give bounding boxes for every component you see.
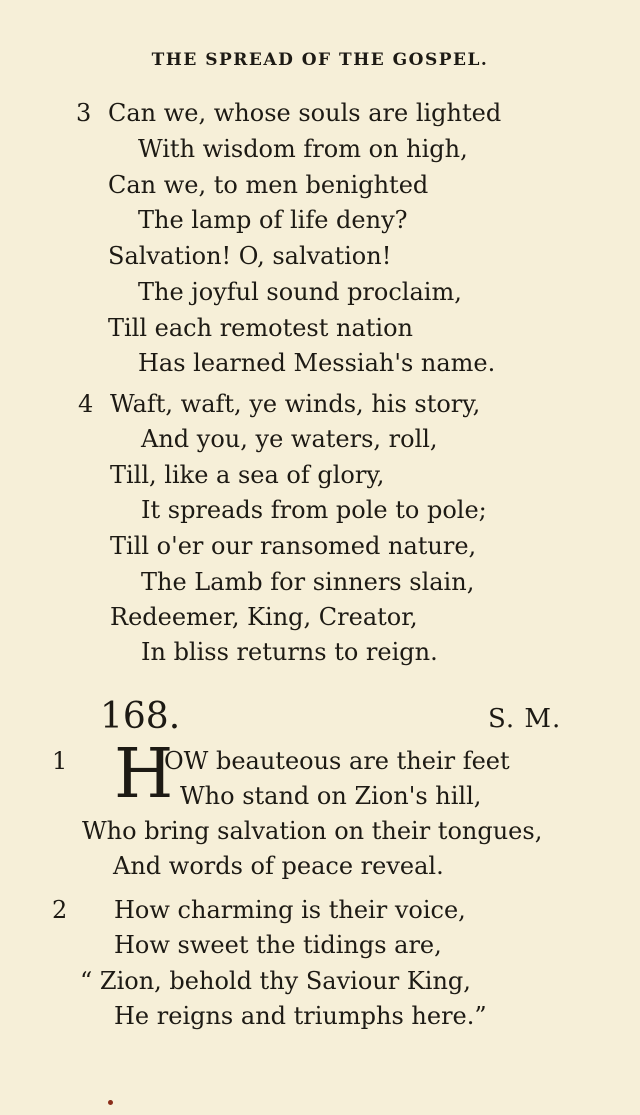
verse-line: And you, ye waters, roll, — [141, 425, 438, 453]
verse-line: Till, like a sea of glory, — [110, 461, 385, 489]
stanza-number: 1 — [52, 747, 68, 775]
verse-line: Can we, to men benighted — [108, 171, 429, 199]
verse-line: The lamp of life deny? — [138, 206, 408, 234]
verse-line: OW beauteous are their feet — [164, 747, 510, 775]
verse-line: It spreads from pole to pole; — [141, 496, 487, 524]
stanza-number: 4 — [78, 390, 94, 418]
verse-line: He reigns and triumphs here.” — [114, 1002, 487, 1030]
verse-line: “ Zion, behold thy Saviour King, — [80, 967, 471, 995]
verse-line: And words of peace reveal. — [113, 852, 444, 880]
verse-line: How charming is their voice, — [114, 896, 466, 924]
drop-cap: H — [114, 735, 174, 814]
stanza-number: 2 — [52, 896, 68, 924]
verse-line: The joyful sound proclaim, — [138, 278, 462, 306]
ink-speck — [108, 1100, 113, 1105]
verse-line: In bliss returns to reign. — [141, 638, 438, 666]
verse-line: Till o'er our ransomed nature, — [110, 532, 477, 560]
hymn-number: 168. — [100, 696, 181, 737]
verse-line: With wisdom from on high, — [138, 135, 468, 163]
verse-line: Till each remotest nation — [108, 314, 414, 342]
verse-line: Can we, whose souls are lighted — [108, 99, 502, 127]
verse-line: Has learned Messiah's name. — [138, 349, 496, 377]
verse-line: How sweet the tidings are, — [114, 931, 442, 959]
running-head: THE SPREAD OF THE GOSPEL. — [151, 50, 489, 70]
verse-line: Redeemer, King, Creator, — [110, 603, 418, 631]
stanza-number: 3 — [76, 99, 92, 127]
verse-line: Who bring salvation on their tongues, — [82, 817, 543, 845]
verse-line: Who stand on Zion's hill, — [180, 782, 482, 810]
verse-line: Salvation! O, salvation! — [108, 242, 392, 270]
verse-line: Waft, waft, ye winds, his story, — [110, 390, 481, 418]
hymn-meter: S. M. — [488, 704, 562, 734]
verse-line: The Lamb for sinners slain, — [141, 568, 475, 596]
